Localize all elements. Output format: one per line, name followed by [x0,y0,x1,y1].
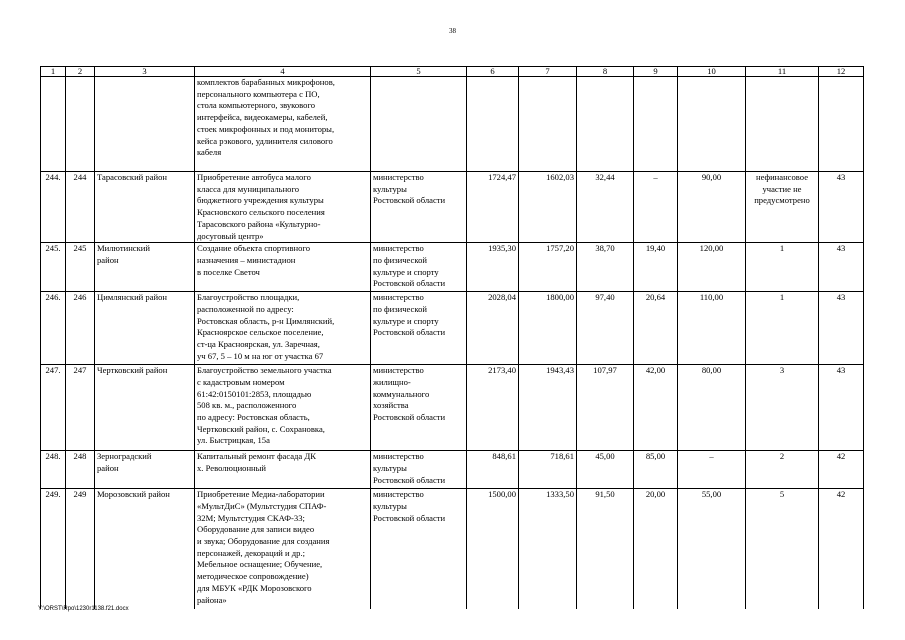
cell-value-10: 90,00 [678,172,746,243]
cell-value-7: 718,61 [519,451,577,489]
cell-value-7: 1800,00 [519,292,577,365]
column-header: 9 [634,67,678,77]
cell-value-8: 107,97 [577,365,634,451]
cell-ministry: министерство культуры Ростовской области [371,489,467,609]
cell-id: 249 [66,489,95,609]
cell-row-number: 248. [41,451,66,489]
cell-district: Зерноградский район [95,451,195,489]
table-row [41,489,864,609]
cell-value-12: 43 [819,243,864,292]
cell-id: 244 [66,172,95,243]
cell-id: 248 [66,451,95,489]
cell-ministry: министерство по физической культуре и спорту Ростовской области [371,292,467,365]
cell-value-10: 120,00 [678,243,746,292]
cell-district: Чертковский район [95,365,195,451]
cell-row-number: 245. [41,243,66,292]
cell-value-11: нефинансовое участие не предусмотрено [746,172,819,243]
cell-ministry: министерство культуры Ростовской области [371,451,467,489]
cell-value-11: 5 [746,489,819,609]
column-header: 12 [819,67,864,77]
header-row [41,67,864,77]
column-header: 5 [371,67,467,77]
cell-value-9: 20,00 [634,489,678,609]
cell-value-11: 1 [746,243,819,292]
cell-id: 247 [66,365,95,451]
cell-value-7: 1602,03 [519,172,577,243]
cell-value-12: 43 [819,292,864,365]
cell-description: Капитальный ремонт фасада ДК х. Революционный [195,451,371,489]
cell-value-10: 80,00 [678,365,746,451]
column-header: 2 [66,67,95,77]
cell-district: Тарасовский район [95,172,195,243]
cell-ministry: министерство жилищно- коммунального хозяйства Ростовской области [371,365,467,451]
cell-empty [634,77,678,172]
cell-total: 1724,47 [467,172,519,243]
cell-empty [41,77,66,172]
cell-value-9: 20,64 [634,292,678,365]
cell-empty [95,77,195,172]
cell-description: Благоустройство земельного участка с кадастровым номером 61:42:0150101:2853, площадью 508 кв. м., расположенного по адресу: Ростовская область, Чертковский район, с. Сохрановка, ул. Быстрицкая, 15а [195,365,371,451]
cell-value-8: 97,40 [577,292,634,365]
table-row [41,451,864,489]
cell-empty [371,77,467,172]
cell-row-number: 244. [41,172,66,243]
column-header: 10 [678,67,746,77]
cell-empty [678,77,746,172]
data-table [40,66,864,609]
cell-value-12: 42 [819,451,864,489]
column-header: 4 [195,67,371,77]
cell-value-12: 42 [819,489,864,609]
cell-ministry: министерство культуры Ростовской области [371,172,467,243]
cell-district: Милютинский район [95,243,195,292]
cell-empty [746,77,819,172]
column-header: 7 [519,67,577,77]
table-row [41,243,864,292]
column-header: 11 [746,67,819,77]
cell-value-7: 1943,43 [519,365,577,451]
cell-empty [66,77,95,172]
cell-value-10: 110,00 [678,292,746,365]
cell-empty [577,77,634,172]
cell-value-10: 55,00 [678,489,746,609]
column-header: 8 [577,67,634,77]
cell-value-8: 38,70 [577,243,634,292]
column-header: 6 [467,67,519,77]
table-row [41,365,864,451]
cell-empty [467,77,519,172]
table-row [41,292,864,365]
cell-value-12: 43 [819,365,864,451]
cell-row-number: 247. [41,365,66,451]
table-row [41,172,864,243]
cell-value-7: 1333,50 [519,489,577,609]
cell-total: 1500,00 [467,489,519,609]
cell-ministry: министерство по физической культуре и спорту Ростовской области [371,243,467,292]
column-header: 3 [95,67,195,77]
cell-value-11: 1 [746,292,819,365]
cell-row-number: 249. [41,489,66,609]
cell-value-12: 43 [819,172,864,243]
cell-empty [519,77,577,172]
cell-value-7: 1757,20 [519,243,577,292]
cell-id: 246 [66,292,95,365]
cell-value-9: – [634,172,678,243]
cell-district: Морозовский район [95,489,195,609]
cell-value-9: 42,00 [634,365,678,451]
cell-description: Благоустройство площадки, расположенной по адресу: Ростовская область, р-н Цимлянский, Красноярское сельское поселение, ст-ца Красноярская, ул. Заречная, уч 67, 5 – 10 м на юг от участка 67 [195,292,371,365]
cell-total: 1935,30 [467,243,519,292]
cell-description: Создание объекта спортивного назначения – министадион в поселке Светоч [195,243,371,292]
cell-total: 848,61 [467,451,519,489]
cell-value-8: 45,00 [577,451,634,489]
cell-value-9: 85,00 [634,451,678,489]
cell-value-11: 2 [746,451,819,489]
footer-file-path: Y:\ORST\Rpo\1230r1138.f21.docx [38,606,129,612]
page-number: 38 [449,27,456,35]
cell-empty [819,77,864,172]
cell-total: 2173,40 [467,365,519,451]
cell-total: 2028,04 [467,292,519,365]
column-header: 1 [41,67,66,77]
cell-value-8: 32,44 [577,172,634,243]
cell-id: 245 [66,243,95,292]
table-row-continued [41,77,864,172]
cell-row-number: 246. [41,292,66,365]
cell-description: Приобретение Медиа-лаборатории «МультДиС» (Мультстудия СПАФ- 32М; Мультстудия СКАФ-33; Оборудование для записи видео и звука; Оборудование для создания персонажей, декораций и др.; Мебельное оснащение; Обучение, методическое сопровождение) для МБУК «РДК Морозовского района» [195,489,371,609]
cell-value-11: 3 [746,365,819,451]
cell-value-8: 91,50 [577,489,634,609]
cell-description: Приобретение автобуса малого класса для муниципального бюджетного учреждения культуры Красновского сельского поселения Тарасовского района «Культурно- досуговый центр» [195,172,371,243]
cell-value-10: – [678,451,746,489]
cell-description: комплектов барабанных микрофонов, персонального компьютера с ПО, стола компьютерного, звукового интерфейса, видеокамеры, кабелей, стоек микрофонных и под мониторы, кейса рэкового, удлинителя силового кабеля [195,77,371,172]
cell-district: Цимлянский район [95,292,195,365]
cell-value-9: 19,40 [634,243,678,292]
